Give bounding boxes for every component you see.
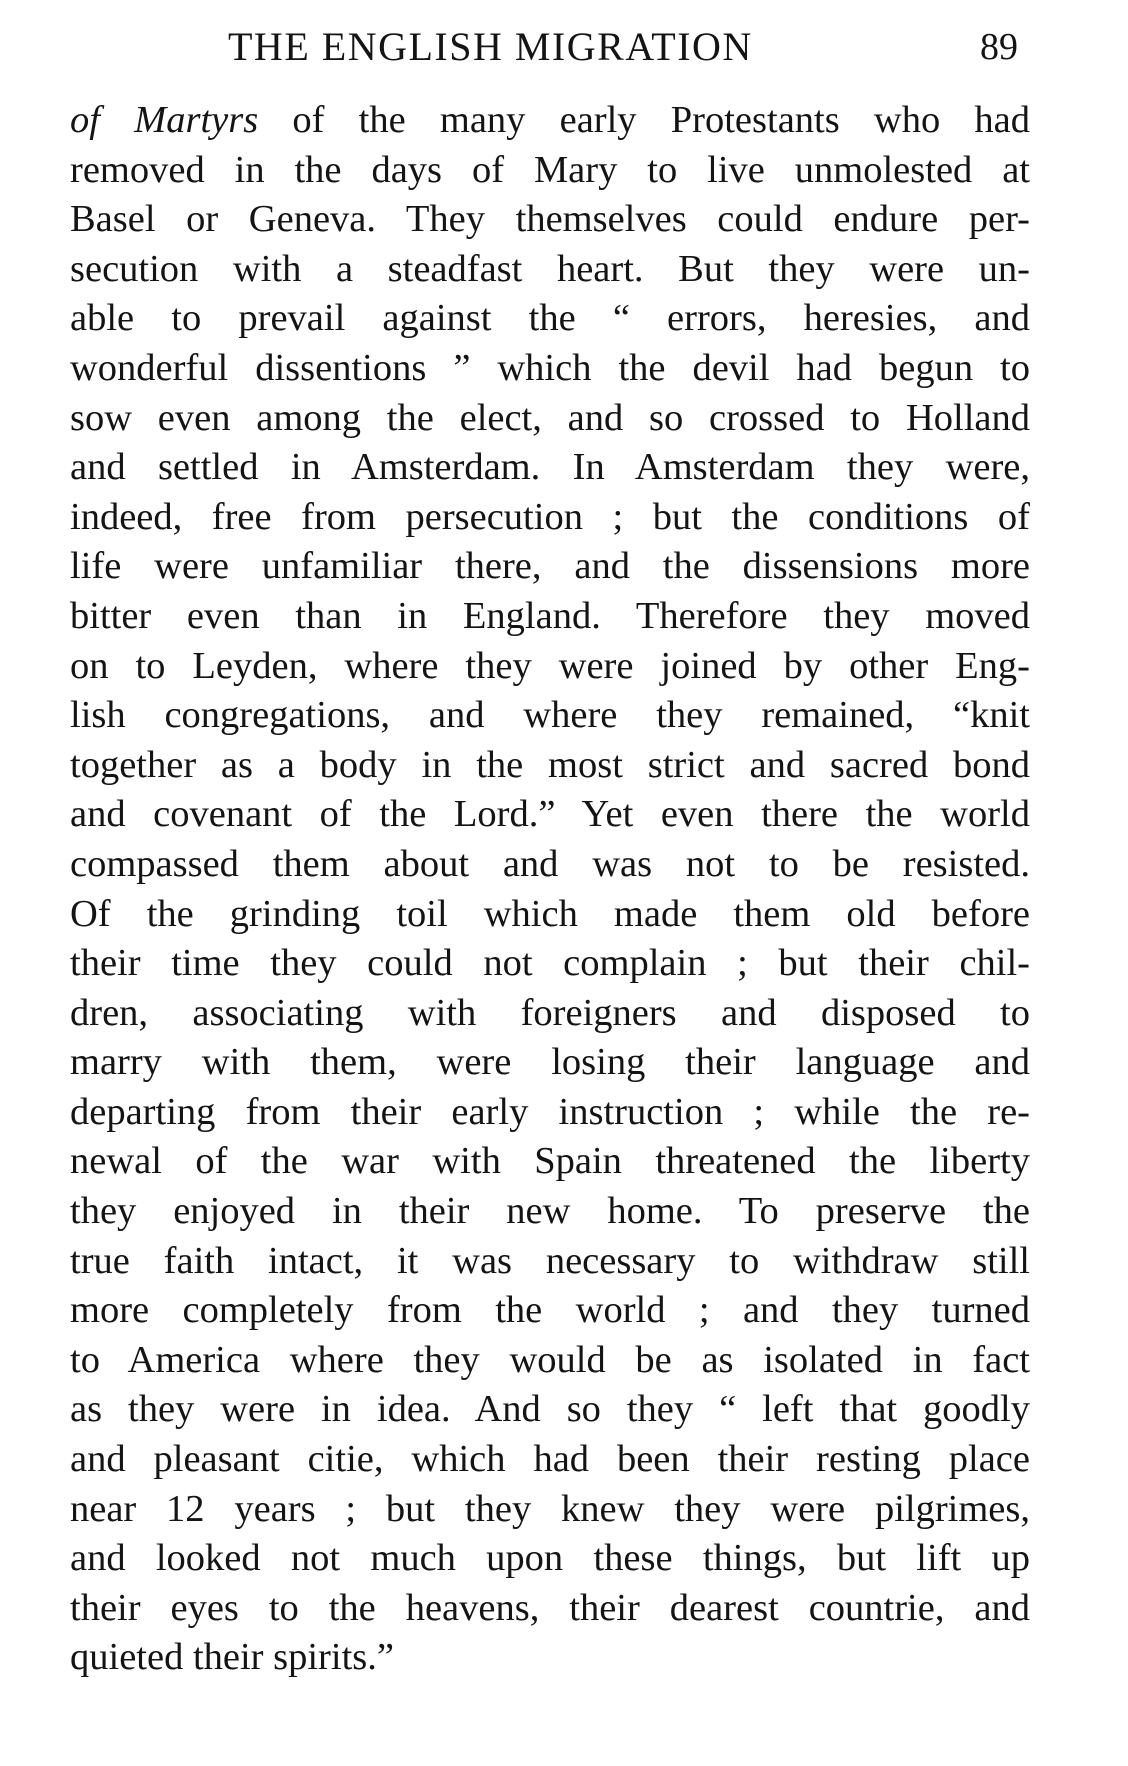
page-number: 89 <box>980 26 1018 68</box>
book-title-italic: of Martyrs <box>70 99 259 141</box>
text-line: they enjoyed in their new home. To preserve the <box>70 1190 1030 1233</box>
text-line: and settled in Amsterdam. In Amsterdam they were, <box>70 446 1030 489</box>
text-line: Of the grinding toil which made them old before <box>70 892 1030 935</box>
text-line: removed in the days of Mary to live unmolested at <box>70 148 1030 191</box>
text-line: on to Leyden, where they were joined by other Eng- <box>70 644 1030 687</box>
running-title: THE ENGLISH MIGRATION <box>228 24 753 69</box>
text-line: departing from their early instruction ; while the re- <box>70 1090 1030 1133</box>
text-line: secution with a steadfast heart. But they were un- <box>70 247 1030 290</box>
text-line: and covenant of the Lord.” Yet even there the world <box>70 793 1030 836</box>
text-line: to America where they would be as isolated in fact <box>70 1338 1030 1381</box>
text-line: as they were in idea. And so they “ left that goodly <box>70 1388 1030 1431</box>
text-line: able to prevail against the “ errors, heresies, and <box>70 297 1030 340</box>
text-line: their eyes to the heavens, their dearest countrie, and <box>70 1586 1030 1629</box>
text-line: bitter even than in England. Therefore they moved <box>70 594 1030 637</box>
text-line: dren, associating with foreigners and disposed to <box>70 991 1030 1034</box>
running-head <box>0 14 1128 84</box>
text-line: their time they could not complain ; but their chil- <box>70 942 1030 985</box>
text-line: indeed, free from persecution ; but the conditions of <box>70 495 1030 538</box>
text-line: quieted their spirits.” <box>70 1636 394 1679</box>
text-line: and pleasant citie, which had been their resting place <box>70 1438 1030 1481</box>
text-line: wonderful dissentions ” which the devil had begun to <box>70 346 1030 389</box>
text-line: sow even among the elect, and so crossed to Holland <box>70 396 1030 439</box>
text-line: Basel or Geneva. They themselves could endure per- <box>70 198 1030 241</box>
text-line <box>70 96 1030 146</box>
text-line: and looked not much upon these things, but lift up <box>70 1537 1030 1580</box>
text-line: compassed them about and was not to be resisted. <box>70 842 1030 885</box>
text-line: more completely from the world ; and they turned <box>70 1289 1030 1332</box>
text-line: newal of the war with Spain threatened the liberty <box>70 1140 1030 1183</box>
text-line: marry with them, were losing their language and <box>70 1041 1030 1084</box>
text-line: together as a body in the most strict and sacred bond <box>70 743 1030 786</box>
text-line: life were unfamiliar there, and the dissensions more <box>70 545 1030 588</box>
text-line: near 12 years ; but they knew they were pilgrimes, <box>70 1487 1030 1530</box>
text-line-rest: of the many early Protestants who had <box>258 99 1030 141</box>
text-line: true faith intact, it was necessary to withdraw still <box>70 1239 1030 1282</box>
text-line: lish congregations, and where they remained, “knit <box>70 694 1030 737</box>
body-paragraph <box>70 96 1030 1683</box>
